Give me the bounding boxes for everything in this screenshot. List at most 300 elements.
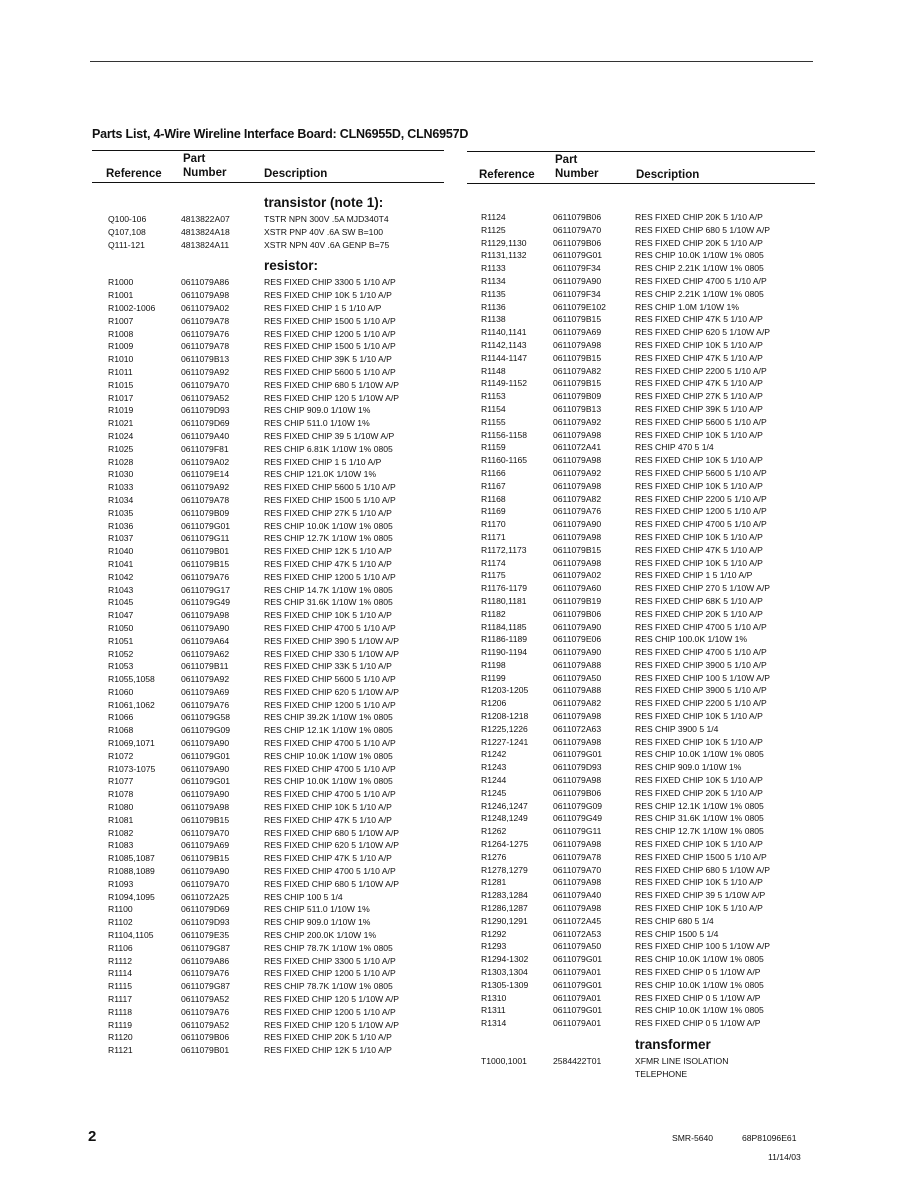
table-row — [467, 633, 815, 646]
reference-cell: R1264-1275 — [481, 839, 529, 850]
table-row — [92, 596, 444, 609]
description-cell: RES FIXED CHIP 47K 5 1/10 A/P — [635, 352, 763, 363]
reference-cell: R1242 — [481, 749, 507, 760]
description-cell: RES FIXED CHIP 47K 5 1/10 A/P — [635, 314, 763, 325]
part-number-cell: 0611079A40 — [553, 890, 602, 901]
table-row — [467, 352, 815, 365]
reference-cell: R1025 — [108, 443, 134, 454]
reference-cell: R1136 — [481, 301, 506, 312]
reference-cell: R1117 — [108, 994, 133, 1005]
reference-cell: R1124 — [481, 212, 506, 222]
description-cell: RES FIXED CHIP 4700 5 1/10 A/P — [635, 621, 767, 632]
table-row — [467, 812, 815, 825]
table-row — [467, 377, 815, 390]
reference-cell: R1100 — [108, 904, 133, 915]
part-number-cell: 0611079G01 — [553, 954, 603, 965]
table-row — [92, 1006, 444, 1019]
reference-cell: R1052 — [108, 648, 134, 659]
table-row — [92, 430, 444, 443]
table-row — [467, 416, 815, 429]
reference-cell: R1088,1089 — [108, 866, 155, 877]
part-number-cell: 0611079A90 — [181, 763, 230, 774]
part-number-cell: 4813824A11 — [181, 239, 230, 250]
part-number-cell: 0611079A90 — [181, 789, 230, 800]
table-row — [467, 608, 815, 621]
description-cell: RES FIXED CHIP 680 5 1/10W A/P — [264, 827, 400, 838]
part-number-cell: 0611079E102 — [553, 301, 606, 312]
part-number-cell: 0611079G01 — [553, 250, 603, 261]
description-cell: RES FIXED CHIP 680 5 1/10W A/P — [635, 224, 771, 235]
description-cell: RES FIXED CHIP 39 5 1/10W A/P — [264, 430, 395, 441]
part-number-cell: 0611079A78 — [181, 315, 230, 326]
description-cell: RES FIXED CHIP 1200 5 1/10 A/P — [635, 506, 767, 517]
description-cell: RES FIXED CHIP 27K 5 1/10 A/P — [635, 391, 763, 402]
reference-cell: R1134 — [481, 275, 506, 286]
reference-cell: R1166 — [481, 467, 506, 478]
table-row — [92, 788, 444, 801]
description-cell: RES FIXED CHIP 680 5 1/10W A/P — [635, 864, 771, 875]
part-number-cell: 0611079A76 — [181, 571, 230, 582]
revision-date: 11/14/03 — [768, 1152, 801, 1162]
part-number-cell: 0611079A98 — [553, 877, 602, 888]
description-cell: RES CHIP 3900 5 1/4 — [635, 723, 719, 734]
description-cell: RES CHIP 12.1K 1/10W 1% 0805 — [264, 725, 393, 736]
reference-cell: R1156-1158 — [481, 429, 528, 440]
reference-cell: R1314 — [481, 1018, 507, 1029]
reference-cell: R1155 — [481, 416, 506, 427]
description-cell: RES FIXED CHIP 10K 5 1/10 A/P — [635, 877, 763, 888]
description-cell: RES FIXED CHIP 3900 5 1/10 A/P — [635, 659, 767, 670]
part-number-cell: 0611079G11 — [181, 533, 230, 544]
reference-cell: R1180,1181 — [481, 595, 527, 606]
reference-cell: R1198 — [481, 659, 506, 670]
reference-cell: R1047 — [108, 610, 134, 621]
reference-cell: R1203-1205 — [481, 685, 529, 696]
table-row — [467, 621, 815, 634]
reference-cell: R1069,1071 — [108, 738, 155, 749]
page-number: 2 — [88, 1128, 97, 1145]
part-number-cell: 0611079G09 — [553, 800, 603, 811]
reference-cell: R1135 — [481, 288, 506, 299]
table-row — [92, 967, 444, 980]
part-number-cell: 0611079G11 — [553, 826, 602, 837]
part-number-cell: 0611079G17 — [181, 584, 231, 595]
part-number-cell: 0611079B15 — [181, 558, 230, 569]
part-number-cell: 0611079A88 — [553, 659, 602, 670]
description-cell: RES CHIP 1500 5 1/4 — [635, 928, 719, 939]
description-cell: RES FIXED CHIP 12K 5 1/10 A/P — [264, 546, 392, 557]
reference-cell: R1066 — [108, 712, 134, 723]
description-cell: RES CHIP 6.81K 1/10W 1% 0805 — [264, 443, 393, 454]
part-number-cell: 0611079A86 — [181, 955, 230, 966]
table-row — [467, 403, 815, 416]
description-cell: RES FIXED CHIP 20K 5 1/10 A/P — [264, 1032, 392, 1043]
description-cell: RES FIXED CHIP 20K 5 1/10 A/P — [635, 608, 763, 619]
reference-cell: R1017 — [108, 392, 134, 403]
table-row — [467, 365, 815, 378]
table-row — [467, 518, 815, 531]
part-number-cell: 0611079A90 — [181, 866, 230, 877]
part-number-cell: 0611079A98 — [553, 339, 602, 350]
part-number-cell: 0611079A82 — [553, 698, 602, 709]
table-row — [92, 980, 444, 993]
reference-cell: R1024 — [108, 430, 134, 441]
description-cell: RES CHIP 10.0K 1/10W 1% 0805 — [264, 750, 393, 761]
description-cell: RES FIXED CHIP 3300 5 1/10 A/P — [264, 277, 396, 288]
reference-cell: Q100-106 — [108, 214, 147, 224]
parts-rows-right — [467, 183, 815, 1080]
reference-cell: R1311 — [481, 1005, 506, 1016]
table-row — [467, 761, 815, 774]
reference-cell: R1001 — [108, 290, 134, 301]
table-row — [92, 353, 444, 366]
section-heading — [92, 188, 444, 213]
table-row — [467, 288, 815, 301]
table-row — [92, 955, 444, 968]
description-cell: RES FIXED CHIP 10K 5 1/10 A/P — [635, 903, 763, 914]
part-number-cell: 0611079A70 — [553, 224, 602, 235]
part-number-cell: 0611072A25 — [181, 891, 230, 902]
reference-cell: R1028 — [108, 456, 134, 467]
part-number-cell: 0611079D93 — [553, 762, 602, 773]
description-cell: RES CHIP 10.0K 1/10W 1% 0805 — [635, 250, 764, 261]
description-cell: RES FIXED CHIP 47K 5 1/10 A/P — [264, 558, 392, 569]
reference-cell: R1168 — [481, 493, 506, 504]
part-number-cell: 0611079A01 — [553, 967, 602, 978]
part-number-cell: 0611079G01 — [181, 776, 231, 787]
reference-cell: R1246,1247 — [481, 800, 528, 811]
reference-cell: R1081 — [108, 814, 134, 825]
parts-column-right — [467, 150, 815, 1080]
section-heading-text: resistor: — [264, 258, 319, 274]
reference-cell: R1094,1095 — [108, 891, 155, 902]
description-cell: RES FIXED CHIP 2200 5 1/10 A/P — [635, 698, 767, 709]
reference-cell: R1033 — [108, 482, 134, 493]
table-row — [467, 390, 815, 403]
reference-cell: R1011 — [108, 366, 133, 377]
part-number-cell: 0611079G01 — [181, 520, 231, 531]
part-number-cell: 0611079A69 — [181, 686, 230, 697]
reference-cell: R1278,1279 — [481, 864, 528, 875]
table-row — [92, 507, 444, 520]
table-row — [467, 864, 815, 877]
table-row — [467, 684, 815, 697]
reference-cell: R1121 — [108, 1045, 133, 1056]
table-row — [92, 328, 444, 341]
description-cell: RES FIXED CHIP 10K 5 1/10 A/P — [635, 839, 763, 850]
reference-cell: R1149-1152 — [481, 378, 528, 389]
description-cell: RES CHIP 78.7K 1/10W 1% 0805 — [264, 981, 393, 992]
table-row — [92, 532, 444, 545]
reference-cell: R1227-1241 — [481, 736, 529, 747]
description-cell: RES CHIP 909.0 1/10W 1% — [264, 917, 371, 928]
part-number-cell: 0611079A88 — [553, 685, 602, 696]
table-row — [92, 648, 444, 661]
description-cell: RES FIXED CHIP 20K 5 1/10 A/P — [635, 787, 763, 798]
part-number-cell: 0611079A01 — [553, 1018, 602, 1029]
description-cell: RES CHIP 2.21K 1/10W 1% 0805 — [635, 288, 764, 299]
table-row — [92, 315, 444, 328]
part-number-cell: 0611079A98 — [553, 531, 602, 542]
reference-cell: R1050 — [108, 622, 134, 633]
reference-cell: R1305-1309 — [481, 979, 529, 990]
header-description: Description — [264, 168, 328, 180]
table-row — [467, 992, 815, 1005]
part-number-cell: 0611079A64 — [181, 635, 230, 646]
part-number-cell: 0611079A92 — [181, 482, 230, 493]
part-number-cell: 0611079G49 — [181, 597, 231, 608]
table-row — [467, 774, 815, 787]
description-cell: RES FIXED CHIP 3300 5 1/10 A/P — [264, 955, 396, 966]
table-row — [467, 748, 815, 761]
reference-cell: R1082 — [108, 827, 134, 838]
part-number-cell: 0611079A40 — [181, 430, 230, 441]
reference-cell: R1169 — [481, 506, 506, 517]
part-number-cell: 0611079A76 — [181, 1006, 230, 1017]
table-row — [467, 851, 815, 864]
part-number-cell: 0611079A98 — [553, 557, 602, 568]
part-number-cell: 0611079G01 — [181, 750, 231, 761]
table-row — [467, 825, 815, 838]
description-cell: RES CHIP 14.7K 1/10W 1% 0805 — [264, 584, 393, 595]
part-number-cell: 0611079B01 — [181, 1045, 230, 1056]
header-part-line2: Number — [555, 168, 599, 180]
table-row — [467, 569, 815, 582]
part-number-cell: 0611079B15 — [181, 853, 230, 864]
reference-cell: R1008 — [108, 328, 134, 339]
description-cell: RES FIXED CHIP 5600 5 1/10 A/P — [264, 674, 396, 685]
header-part-line1: Part — [183, 153, 206, 165]
table-row — [92, 750, 444, 763]
part-number-cell: 0611079B09 — [181, 507, 230, 518]
reference-cell: R1276 — [481, 851, 507, 862]
description-cell: RES FIXED CHIP 10K 5 1/10 A/P — [635, 339, 763, 350]
reference-cell: R1153 — [481, 391, 506, 402]
reference-cell: R1286,1287 — [481, 903, 528, 914]
table-row — [92, 468, 444, 481]
part-number-cell: 0611079F34 — [553, 288, 601, 299]
description-cell: RES FIXED CHIP 10K 5 1/10 A/P — [264, 802, 392, 813]
reference-cell: R1225,1226 — [481, 723, 528, 734]
description-cell: RES CHIP 10.0K 1/10W 1% 0805 — [635, 979, 764, 990]
table-row — [92, 417, 444, 430]
reference-cell: R1104,1105 — [108, 930, 154, 941]
table-row — [92, 226, 444, 239]
description-cell: RES FIXED CHIP 620 5 1/10W A/P — [635, 327, 771, 338]
description-cell: RES FIXED CHIP 10K 5 1/10 A/P — [635, 455, 763, 466]
table-row — [92, 711, 444, 724]
description-cell: RES FIXED CHIP 1500 5 1/10 A/P — [264, 315, 396, 326]
part-number-cell: 0611079A76 — [181, 968, 230, 979]
table-row — [467, 275, 815, 288]
table-row — [467, 505, 815, 518]
table-row — [92, 737, 444, 750]
reference-cell: R1290,1291 — [481, 915, 528, 926]
reference-cell: R1293 — [481, 941, 507, 952]
header-reference: Reference — [106, 168, 162, 180]
parts-rows-left — [92, 183, 444, 1057]
description-cell: RES FIXED CHIP 2200 5 1/10 A/P — [635, 365, 767, 376]
reference-cell: R1245 — [481, 787, 507, 798]
part-number-cell: 0611079B15 — [553, 352, 602, 363]
table-row — [467, 876, 815, 889]
part-number-cell: 0611079A52 — [181, 1019, 230, 1030]
description-cell: RES CHIP 470 5 1/4 — [635, 442, 714, 453]
reference-cell: R1129,1130 — [481, 237, 527, 248]
part-number-cell: 0611079E14 — [181, 469, 230, 480]
table-row — [92, 622, 444, 635]
part-number-cell: 0611079A98 — [181, 610, 230, 621]
table-row — [467, 301, 815, 314]
reference-cell: R1072 — [108, 750, 134, 761]
part-number-cell: 0611079A02 — [181, 302, 230, 313]
part-number-cell: 0611079A90 — [553, 621, 602, 632]
reference-cell: R1206 — [481, 698, 507, 709]
part-number-cell: 0611079A60 — [553, 583, 602, 594]
part-number-cell: 0611079A98 — [553, 775, 602, 786]
table-row — [92, 366, 444, 379]
table-row — [467, 544, 815, 557]
description-cell: RES CHIP 10.0K 1/10W 1% 0805 — [635, 954, 764, 965]
reference-cell: R1144-1147 — [481, 352, 528, 363]
part-number-cell: 0611079A86 — [181, 277, 230, 288]
part-number-cell: 0611072A41 — [553, 442, 602, 453]
table-row — [467, 249, 815, 262]
description-cell: RES CHIP 909.0 1/10W 1% — [635, 762, 742, 773]
table-row — [92, 801, 444, 814]
description-cell: RES FIXED CHIP 10K 5 1/10 A/P — [635, 775, 763, 786]
description-cell: RES FIXED CHIP 47K 5 1/10 A/P — [264, 814, 392, 825]
description-cell: RES FIXED CHIP 0 5 1/10W A/P — [635, 992, 761, 1003]
description-cell: RES CHIP 200.0K 1/10W 1% — [264, 930, 377, 941]
header-description: Description — [636, 169, 700, 181]
part-number-cell: 0611079B13 — [553, 403, 602, 414]
reference-cell: R1171 — [481, 531, 506, 542]
table-row — [467, 889, 815, 902]
reference-cell: R1182 — [481, 608, 506, 619]
table-row — [467, 928, 815, 941]
part-number-cell: 0611079G58 — [181, 712, 231, 723]
description-cell: RES FIXED CHIP 4700 5 1/10 A/P — [635, 647, 767, 658]
table-row — [467, 467, 815, 480]
description-cell: RES FIXED CHIP 10K 5 1/10 A/P — [635, 480, 763, 491]
part-number-cell: 0611079A02 — [553, 570, 602, 581]
reference-cell: R1142,1143 — [481, 339, 527, 350]
part-number-cell: 0611079A62 — [181, 648, 230, 659]
part-number-cell: 0611079A92 — [181, 366, 230, 377]
table-row — [92, 520, 444, 533]
header-reference: Reference — [479, 169, 535, 181]
part-code: 68P81096E61 — [742, 1133, 797, 1143]
description-cell: RES CHIP 100.0K 1/10W 1% — [635, 634, 748, 645]
description-cell: RES FIXED CHIP 10K 5 1/10 A/P — [264, 610, 392, 621]
description-cell: RES FIXED CHIP 4700 5 1/10 A/P — [264, 738, 396, 749]
description-cell: RES FIXED CHIP 1200 5 1/10 A/P — [264, 571, 396, 582]
part-number-cell: 0611079A92 — [553, 467, 602, 478]
table-row — [92, 571, 444, 584]
table-row — [92, 289, 444, 302]
table-row — [467, 557, 815, 570]
table-row — [467, 582, 815, 595]
reference-cell: R1083 — [108, 840, 134, 851]
table-row — [467, 723, 815, 736]
table-row — [92, 213, 444, 226]
part-number-cell: 0611079A98 — [553, 736, 602, 747]
top-rule — [90, 61, 813, 62]
reference-cell: R1055,1058 — [108, 674, 155, 685]
reference-cell: R1175 — [481, 570, 506, 581]
description-cell: RES FIXED CHIP 4700 5 1/10 A/P — [635, 275, 767, 286]
part-number-cell: 2584422T01 — [553, 1056, 602, 1066]
part-number-cell: 0611079A98 — [181, 290, 230, 301]
description-cell: RES CHIP 10.0K 1/10W 1% 0805 — [635, 1005, 764, 1016]
part-number-cell: 0611079A98 — [553, 903, 602, 914]
part-number-cell: 0611079B13 — [181, 354, 230, 365]
description-cell: RES FIXED CHIP 10K 5 1/10 A/P — [635, 711, 763, 722]
table-row — [467, 659, 815, 672]
part-number-cell: 0611079D93 — [181, 405, 230, 416]
table-row — [92, 404, 444, 417]
table-row — [467, 326, 815, 339]
table-row — [467, 441, 815, 454]
table-row — [467, 672, 815, 685]
part-number-cell: 0611079F81 — [181, 443, 229, 454]
table-row — [92, 1031, 444, 1044]
description-cell: RES FIXED CHIP 10K 5 1/10 A/P — [635, 531, 763, 542]
description-cell: RES FIXED CHIP 2200 5 1/10 A/P — [635, 493, 767, 504]
table-row — [467, 1055, 815, 1080]
description-cell: RES CHIP 121.0K 1/10W 1% — [264, 469, 377, 480]
reference-cell: R1118 — [108, 1006, 133, 1017]
part-number-cell: 0611079B15 — [181, 814, 230, 825]
part-number-cell: 0611079A70 — [553, 864, 602, 875]
page-title: Parts List, 4-Wire Wireline Interface Board: CLN6955D, CLN6957D — [92, 127, 469, 141]
part-number-cell: 0611079B06 — [553, 787, 602, 798]
description-cell: RES CHIP 511.0 1/10W 1% — [264, 904, 370, 915]
description-cell: RES CHIP 12.1K 1/10W 1% 0805 — [635, 800, 764, 811]
description-cell: RES FIXED CHIP 5600 5 1/10 A/P — [635, 416, 767, 427]
description-cell: TSTR NPN 300V .5A MJD340T4 — [264, 214, 389, 224]
description-cell: RES CHIP 10.0K 1/10W 1% 0805 — [635, 749, 764, 760]
part-number-cell: 0611079A76 — [553, 506, 602, 517]
reference-cell: R1034 — [108, 494, 134, 505]
part-number-cell: 4813824A18 — [181, 226, 230, 237]
reference-cell: R1080 — [108, 802, 134, 813]
table-row — [467, 646, 815, 659]
part-number-cell: 4813822A07 — [181, 214, 230, 224]
reference-cell: R1138 — [481, 314, 506, 325]
description-cell: RES FIXED CHIP 0 5 1/10W A/P — [635, 967, 761, 978]
table-row — [92, 916, 444, 929]
description-cell: RES FIXED CHIP 5600 5 1/10 A/P — [264, 366, 396, 377]
reference-cell: R1043 — [108, 584, 134, 595]
table-row — [92, 673, 444, 686]
table-row — [92, 1044, 444, 1057]
part-number-cell: 0611079E35 — [181, 930, 230, 941]
part-number-cell: 0611079A50 — [553, 941, 602, 952]
parts-column-left — [92, 150, 444, 1057]
table-row — [92, 379, 444, 392]
reference-cell: R1030 — [108, 469, 134, 480]
description-cell: RES CHIP 100 5 1/4 — [264, 891, 343, 902]
reference-cell: R1007 — [108, 315, 134, 326]
description-cell: RES FIXED CHIP 330 5 1/10W A/P — [264, 648, 400, 659]
table-row — [92, 891, 444, 904]
description-cell: RES FIXED CHIP 4700 5 1/10 A/P — [264, 866, 396, 877]
reference-cell: R1078 — [108, 789, 134, 800]
reference-cell: R1085,1087 — [108, 853, 155, 864]
part-number-cell: 0611079G01 — [553, 749, 603, 760]
